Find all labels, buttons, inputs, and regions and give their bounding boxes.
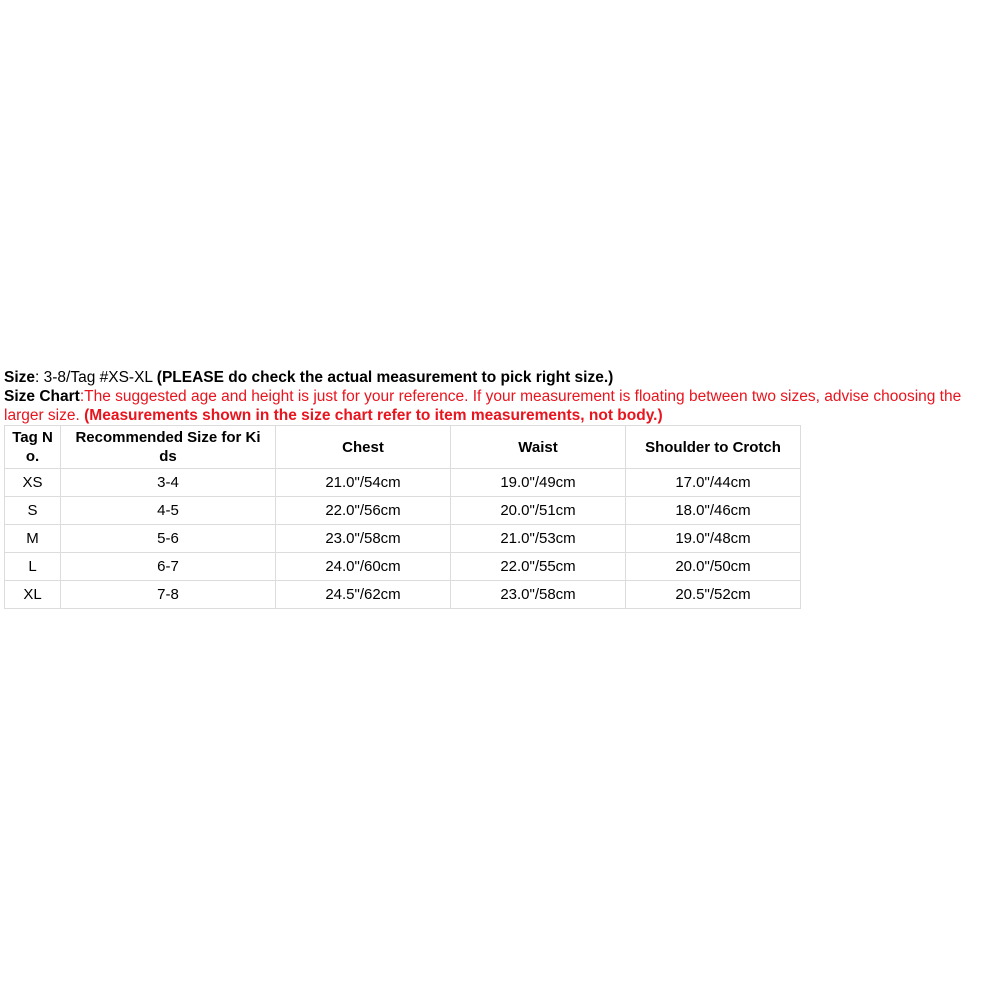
cell-chest: 24.5"/62cm	[276, 581, 451, 609]
cell-recommended: 3-4	[61, 469, 276, 497]
cell-chest: 22.0"/56cm	[276, 497, 451, 525]
cell-recommended: 4-5	[61, 497, 276, 525]
header-recommended-line1: Recommended Size for Ki	[75, 429, 261, 446]
header-recommended-size	[61, 426, 276, 469]
size-value: : 3-8/Tag #XS-XL	[35, 369, 157, 386]
cell-shoulder: 20.5"/52cm	[626, 581, 801, 609]
cell-chest: 21.0"/54cm	[276, 469, 451, 497]
cell-tag: XL	[5, 581, 61, 609]
cell-shoulder: 17.0"/44cm	[626, 469, 801, 497]
cell-tag: S	[5, 497, 61, 525]
size-note: (PLEASE do check the actual measurement to pick right size.)	[156, 369, 614, 386]
header-tag-no	[5, 426, 61, 469]
size-chart-document	[4, 368, 996, 609]
header-recommended-line2: ds	[159, 448, 177, 465]
cell-tag: XS	[5, 469, 61, 497]
size-line	[4, 368, 996, 387]
table-row	[5, 553, 801, 581]
cell-tag: M	[5, 525, 61, 553]
cell-waist: 21.0"/53cm	[451, 525, 626, 553]
cell-chest: 24.0"/60cm	[276, 553, 451, 581]
cell-waist: 23.0"/58cm	[451, 581, 626, 609]
table-row	[5, 469, 801, 497]
size-table	[4, 425, 801, 609]
cell-shoulder: 19.0"/48cm	[626, 525, 801, 553]
cell-chest: 23.0"/58cm	[276, 525, 451, 553]
size-label: Size	[4, 369, 36, 386]
size-chart-line	[4, 387, 996, 425]
header-tag-no-line1: Tag N	[12, 429, 53, 446]
table-header-row	[5, 426, 801, 469]
header-chest: Chest	[276, 426, 451, 469]
cell-recommended: 6-7	[61, 553, 276, 581]
cell-recommended: 5-6	[61, 525, 276, 553]
header-waist: Waist	[451, 426, 626, 469]
table-row	[5, 497, 801, 525]
size-chart-text: The suggested age and height is just for your reference. If your measurement is floating between two sizes, advise choosing the larger size.	[4, 388, 962, 424]
cell-recommended: 7-8	[61, 581, 276, 609]
size-chart-note: (Measurements shown in the size chart refer to item measurements, not body.)	[84, 407, 663, 424]
cell-shoulder: 20.0"/50cm	[626, 553, 801, 581]
cell-shoulder: 18.0"/46cm	[626, 497, 801, 525]
cell-waist: 19.0"/49cm	[451, 469, 626, 497]
header-tag-no-line2: o.	[25, 448, 40, 465]
size-chart-label: Size Chart	[4, 388, 80, 405]
size-chart-colon: :	[79, 388, 85, 405]
cell-waist: 20.0"/51cm	[451, 497, 626, 525]
table-row	[5, 581, 801, 609]
header-shoulder-to-crotch: Shoulder to Crotch	[626, 426, 801, 469]
cell-waist: 22.0"/55cm	[451, 553, 626, 581]
table-row	[5, 525, 801, 553]
cell-tag: L	[5, 553, 61, 581]
